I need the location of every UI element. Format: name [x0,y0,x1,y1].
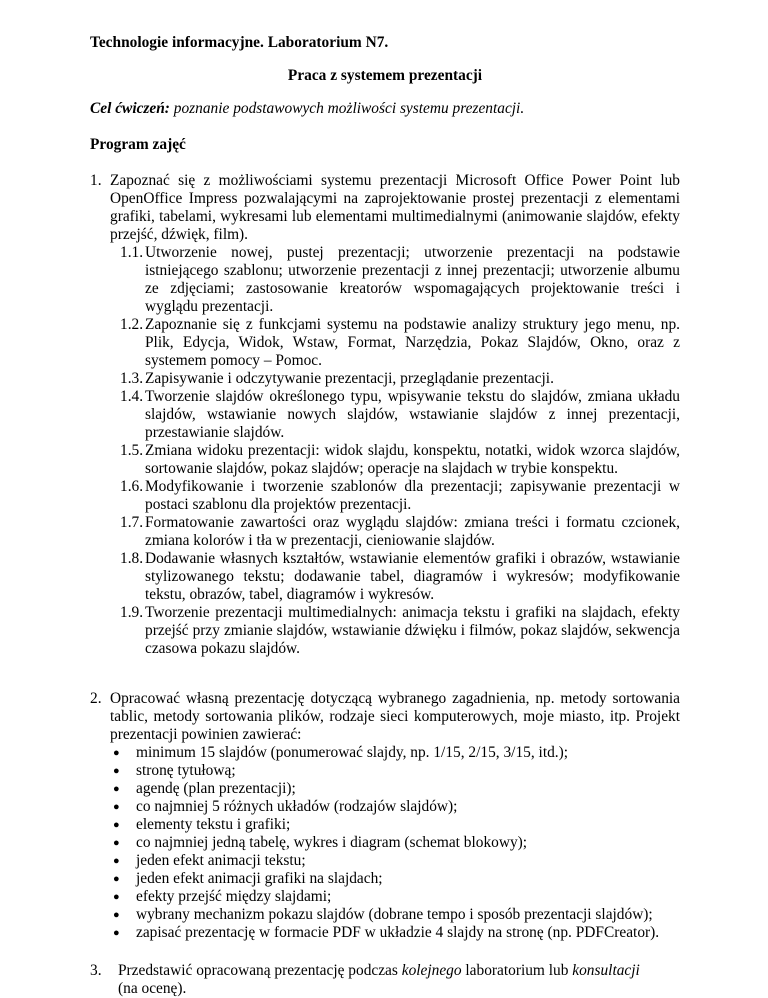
bullet-item [113,780,680,798]
bullet-item [113,870,680,888]
goal-label: Cel ćwiczeń: [90,100,170,117]
bullet-text: zapisać prezentację w formacie PDF w układzie 4 slajdy na stronę (np. PDFCreator). [136,924,660,941]
subtask-number: 1.3. [120,370,144,387]
task-number: 2. [90,690,102,707]
bullet-item [113,888,680,906]
bullet-dot-icon: ● [113,765,120,777]
bullet-item [113,924,680,942]
subtask-text: Tworzenie prezentacji multimedialnych: animacja tekstu i grafiki na slajdach, efekty przejść przy zmianie slajdów, wstawianie dźwięku i filmów, pokaz slajdów, sekwencja czasowa pokazu slajdów. [145,604,680,657]
goal-line [90,100,680,118]
goal-text: poznanie podstawowych możliwości systemu prezentacji. [169,100,525,117]
bullet-text: minimum 15 slajdów (ponumerować slajdy, np. 1/15, 2/15, 3/15, itd.); [136,744,569,761]
bullet-text: agendę (plan prezentacji); [136,780,296,797]
bullet-item [113,762,680,780]
subtask-text: Formatowanie zawartości oraz wyglądu slajdów: zmiana treści i formatu czcionek, zmiana kolorów i tła w prezentacji, cieniowanie slajdów. [145,514,680,549]
subtask-item [90,550,680,604]
program-heading: Program zajęć [90,136,186,153]
bullet-dot-icon: ● [113,909,120,921]
bullet-text: stronę tytułową; [136,762,236,779]
task-item-1 [90,172,680,658]
task-text-a: Przedstawić opracowaną prezentację podczas [118,962,402,979]
bullet-dot-icon: ● [113,801,120,813]
bullet-item [113,744,680,762]
subtask-text: Zmiana widoku prezentacji: widok slajdu, konspektu, notatki, widok wzorca slajdów, sortowanie slajdów, pokaz slajdów; operacje na slajdach w trybie konspektu. [145,442,680,477]
subtask-item [90,244,680,316]
task-text-b: kolejnego [401,962,462,979]
subtask-item [90,370,680,388]
bullet-dot-icon: ● [113,855,120,867]
bullet-text: co najmniej 5 różnych układów (rodzajów slajdów); [136,798,458,815]
subtask-item [90,442,680,478]
document-title: Technologie informacyjne. Laboratorium N7. [90,34,389,51]
task-number: 1. [90,172,102,189]
subtask-text: Dodawanie własnych kształtów, wstawianie elementów grafiki i obrazów, wstawianie stylizowanego tekstu; dodawanie tabel, diagramów i wykresów; modyfikowanie tekstu, obrazów, tabel, diagramów i wykresów. [145,550,680,603]
bullet-text: wybrany mechanizm pokazu slajdów (dobrane tempo i sposób prezentacji slajdów); [136,906,653,923]
subtask-number: 1.9. [120,604,144,621]
subtask-number: 1.5. [120,442,144,459]
subtask-text: Zapisywanie i odczytywanie prezentacji, przeglądanie prezentacji. [145,370,554,387]
bullet-dot-icon: ● [113,747,120,759]
task-number: 3. [90,962,102,979]
bullet-item [113,906,680,924]
task-text-c: laboratorium lub [461,962,573,979]
bullet-dot-icon: ● [113,891,120,903]
subtask-number: 1.7. [120,514,144,531]
bullet-dot-icon: ● [113,927,120,939]
subtask-item [90,316,680,370]
bullet-text: jeden efekt animacji grafiki na slajdach; [136,870,383,887]
bullet-text: co najmniej jedną tabelę, wykres i diagram (schemat blokowy); [136,834,528,851]
subtask-item [90,514,680,550]
bullet-text: jeden efekt animacji tekstu; [136,852,306,869]
subtask-text: Zapoznanie się z funkcjami systemu na podstawie analizy struktury jego menu, np. Plik, Edycja, Widok, Wstaw, Format, Narzędzia, Pokaz Slajdów, Okno, oraz z systemem pomocy – Pomoc. [145,316,680,369]
bullet-item [113,816,680,834]
subtask-item [90,388,680,442]
document-page [90,34,680,998]
subtask-number: 1.1. [120,244,144,261]
subtask-number: 1.8. [120,550,144,567]
bullet-text: efekty przejść między slajdami; [136,888,332,905]
bullet-dot-icon: ● [113,783,120,795]
bullet-dot-icon: ● [113,873,120,885]
task-text: Opracować własną prezentację dotyczącą wybranego zagadnienia, np. metody sortowania tablic, metody sortowania plików, rodzaje sieci komputerowych, moje miasto, itp. Projekt prezentacji powinien zawierać: [110,690,680,743]
bullet-item [113,852,680,870]
document-subtitle: Praca z systemem prezentacji [287,67,483,84]
subtask-number: 1.6. [120,478,144,495]
bullet-dot-icon: ● [113,819,120,831]
subtask-item [90,478,680,514]
task-item-2 [90,690,680,942]
task-text: Zapoznać się z możliwościami systemu prezentacji Microsoft Office Power Point lub OpenOffice Impress pozwalającymi na zaprojektowanie prostej prezentacji z elementami grafiki, tabelami, wykresami lub elementami multimedialnymi (animowanie slajdów, efekty przejść, dźwięk, film). [110,172,680,243]
subtask-text: Utworzenie nowej, pustej prezentacji; utworzenie prezentacji na podstawie istniejącego szablonu; utworzenie prezentacji z innej prezentacji; utworzenie albumu ze zdjęciami; zastosowanie kreatorów wspomagających projektowanie treści i wyglądu prezentacji. [145,244,680,315]
task-text-e: (na ocenę). [118,980,187,997]
task-item-3 [90,962,680,998]
subtask-text: Modyfikowanie i tworzenie szablonów dla prezentacji; zapisywanie prezentacji w postaci szablonu dla projektów prezentacji. [145,478,680,513]
subtask-item [90,604,680,658]
subtask-number: 1.2. [120,316,144,333]
bullet-text: elementy tekstu i grafiki; [136,816,291,833]
bullet-item [113,798,680,816]
subtask-number: 1.4. [120,388,144,405]
bullet-item [113,834,680,852]
subtask-text: Tworzenie slajdów określonego typu, wpisywanie tekstu do slajdów, zmiana układu slajdów, wstawianie nowych slajdów, wstawianie slajdów z innej prezentacji, przestawianie slajdów. [145,388,680,441]
task-text-d: konsultacji [572,962,640,979]
bullet-dot-icon: ● [113,837,120,849]
